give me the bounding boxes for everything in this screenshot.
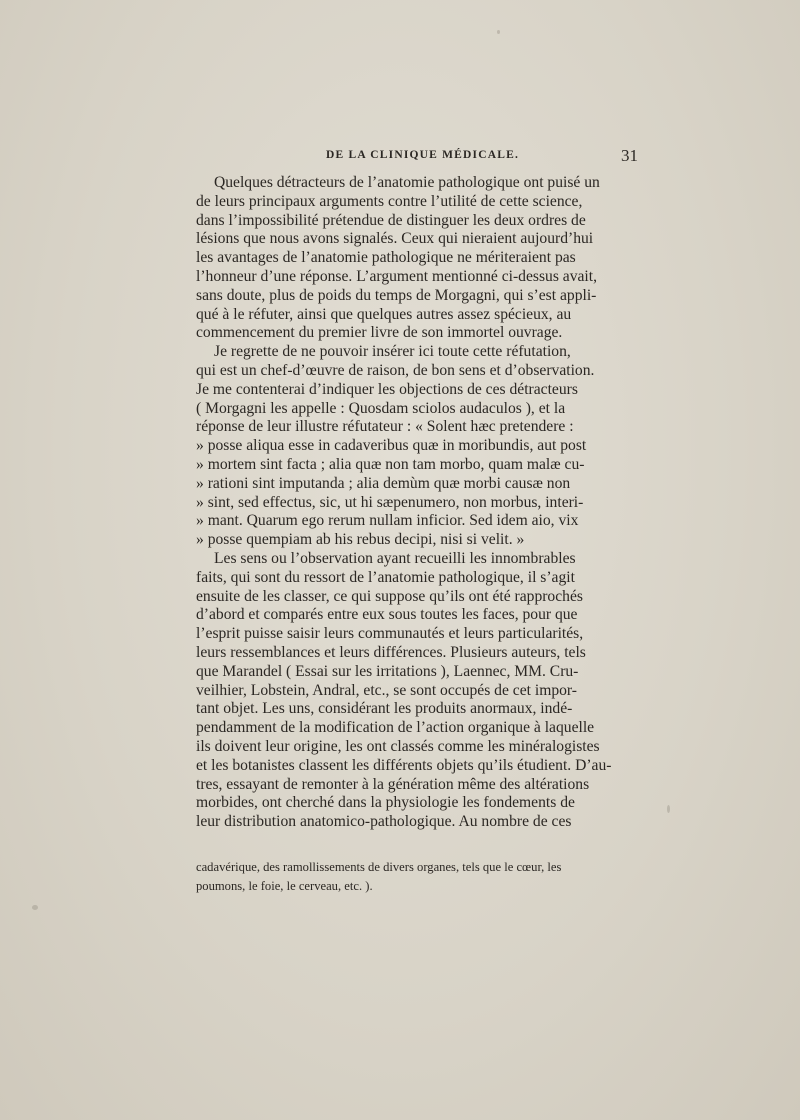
text-line: Les sens ou l’observation ayant recueilli les innombrables: [214, 549, 576, 567]
text-line: tant objet. Les uns, considérant les produits anormaux, indé-: [196, 700, 573, 718]
text-line: leurs ressemblances et leurs différences. Plusieurs auteurs, tels: [196, 643, 586, 661]
text-line: » mant. Quarum ego rerum nullam inficior. Sed idem aio, vix: [196, 512, 579, 530]
ink-spot: [497, 30, 500, 34]
text-line: tres, essayant de remonter à la génération même des altérations: [196, 775, 590, 793]
text-line: pendamment de la modification de l’action organique à laquelle: [196, 719, 595, 737]
page-number: 31: [621, 146, 638, 165]
text-line: commencement du premier livre de son immortel ouvrage.: [196, 324, 563, 342]
text-line: réponse de leur illustre réfutateur : « Solent hæc pretendere :: [196, 418, 574, 436]
body-text: [196, 174, 638, 832]
text-line: » posse aliqua esse in cadaveribus quæ in moribundis, aut post: [196, 437, 587, 455]
text-line: » mortem sint facta ; alia quæ non tam morbo, quam malæ cu-: [196, 455, 585, 473]
text-line: qué à le réfuter, ainsi que quelques autres assez spécieux, au: [196, 305, 572, 323]
text-line: ( Morgagni les appelle : Quosdam sciolos audaculos ), et la: [196, 399, 566, 417]
text-line: d’abord et comparés entre eux sous toutes les faces, pour que: [196, 606, 578, 624]
text-line: que Marandel ( Essai sur les irritations ), Laennec, MM. Cru-: [196, 662, 579, 680]
text-line: faits, qui sont du ressort de l’anatomie pathologique, il s’agit: [196, 568, 575, 586]
footnote-line: cadavérique, des ramollissements de divers organes, tels que le cœur, les: [196, 860, 562, 874]
ink-spot: [32, 905, 38, 910]
text-line: » sint, sed effectus, sic, ut hi sæpenumero, non morbus, interi-: [196, 493, 584, 511]
running-title: DE LA CLINIQUE MÉDICALE.: [326, 149, 520, 161]
text-line: l’honneur d’une réponse. L’argument mentionné ci-dessus avait,: [196, 267, 597, 285]
text-line: Quelques détracteurs de l’anatomie pathologique ont puisé un: [214, 174, 600, 191]
text-line: les avantages de l’anatomie pathologique ne mériteraient pas: [196, 249, 576, 267]
text-line: Je me contenterai d’indiquer les objections de ces détracteurs: [196, 380, 578, 398]
text-line: dans l’impossibilité prétendue de distinguer les deux ordres de: [196, 211, 586, 229]
running-head: [196, 146, 638, 170]
text-line: leur distribution anatomico-pathologique. Au nombre de ces: [196, 813, 572, 831]
text-line: l’esprit puisse saisir leurs communautés et leurs particularités,: [196, 625, 584, 643]
text-line: lésions que nous avons signalés. Ceux qui nieraient aujourd’hui: [196, 230, 594, 248]
text-line: veilhier, Lobstein, Andral, etc., se sont occupés de cet impor-: [196, 681, 577, 699]
text-line: et les botanistes classent les différents objets qu’ils étudient. D’au-: [196, 756, 612, 774]
footnote: [196, 858, 638, 896]
ink-spot: [667, 805, 670, 813]
text-line: Je regrette de ne pouvoir insérer ici toute cette réfutation,: [214, 343, 571, 361]
text-line: de leurs principaux arguments contre l’utilité de cette science,: [196, 192, 583, 210]
text-line: » rationi sint imputanda ; alia demùm quæ morbi causæ non: [196, 474, 571, 492]
text-line: » posse quempiam ab his rebus decipi, nisi si velit. »: [196, 531, 525, 549]
footnote-line: poumons, le foie, le cerveau, etc. ).: [196, 879, 373, 893]
text-line: ils doivent leur origine, les ont classés comme les minéralogistes: [196, 737, 600, 755]
text-line: ensuite de les classer, ce qui suppose qu’ils ont été rapprochés: [196, 587, 583, 605]
text-line: sans doute, plus de poids du temps de Morgagni, qui s’est appli-: [196, 286, 597, 304]
text-line: qui est un chef-d’œuvre de raison, de bon sens et d’observation.: [196, 361, 595, 379]
text-line: morbides, ont cherché dans la physiologie les fondements de: [196, 794, 575, 812]
